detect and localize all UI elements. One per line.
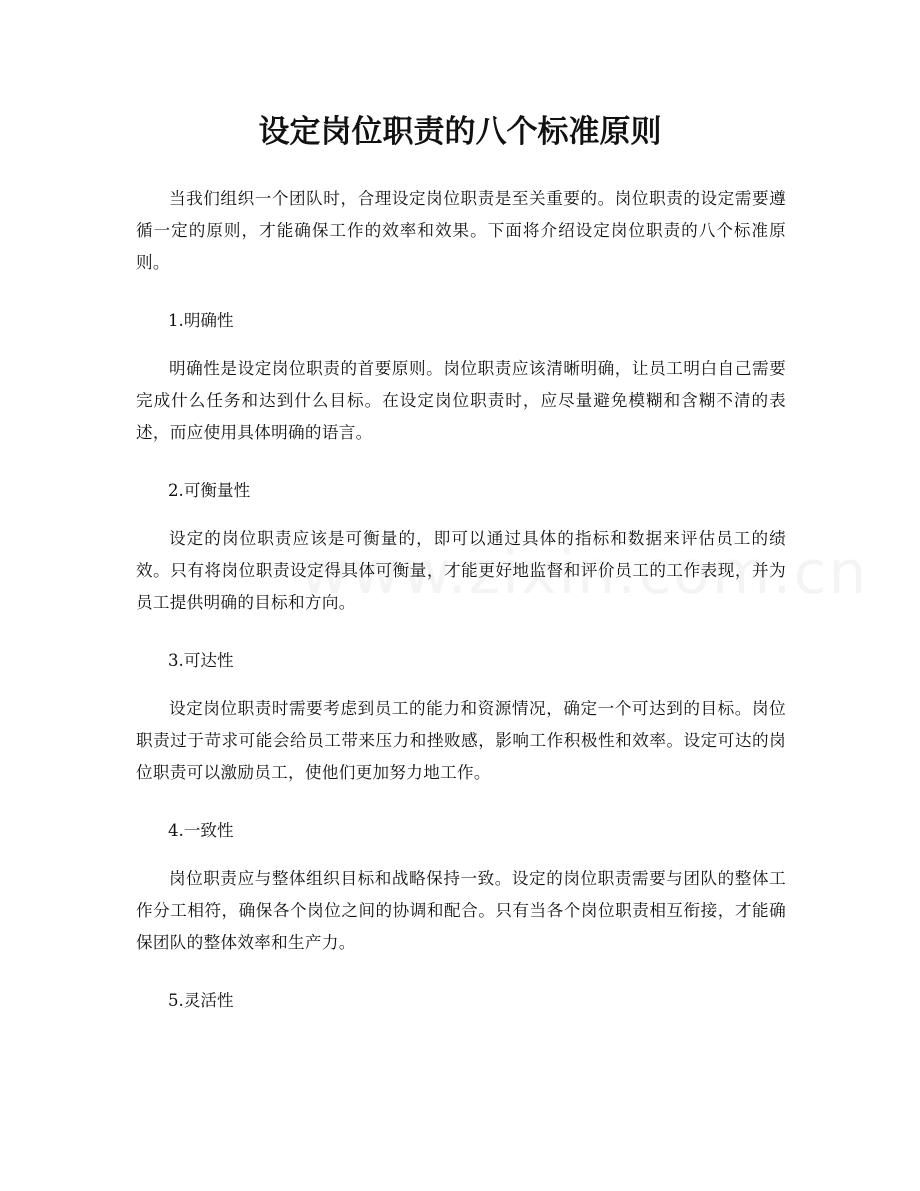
section-body-2: 设定的岗位职责应该是可衡量的，即可以通过具体的指标和数据来评估员工的绩效。只有将岗位职责设定得具体可衡量，才能更好地监督和评价员工的工作表现，并为员工提供明确的目标和方向。 — [136, 529, 786, 612]
section-heading-3: 3.可达性 — [168, 651, 234, 670]
intro-paragraph: 当我们组织一个团队时，合理设定岗位职责是至关重要的。岗位职责的设定需要遵循一定的原则，才能确保工作的效率和效果。下面将介绍设定岗位职责的八个标准原则。 — [136, 189, 786, 272]
section-heading-5: 5.灵活性 — [168, 991, 234, 1010]
section-body-1: 明确性是设定岗位职责的首要原则。岗位职责应该清晰明确，让员工明白自己需要完成什么任务和达到什么目标。在设定岗位职责时，应尽量避免模糊和含糊不清的表述，而应使用具体明确的语言。 — [136, 359, 786, 442]
section-heading-2: 2.可衡量性 — [168, 481, 251, 500]
section-body-3: 设定岗位职责时需要考虑到员工的能力和资源情况，确定一个可达到的目标。岗位职责过于苛求可能会给员工带来压力和挫败感，影响工作积极性和效率。设定可达的岗位职责可以激励员工，使他们更加努力地工作。 — [136, 699, 786, 782]
section-heading-1: 1.明确性 — [168, 311, 234, 330]
section-heading-4: 4.一致性 — [168, 821, 234, 840]
page-title: 设定岗位职责的八个标准原则 — [258, 114, 662, 150]
section-body-4: 岗位职责应与整体组织目标和战略保持一致。设定的岗位职责需要与团队的整体工作分工相符，确保各个岗位之间的协调和配合。只有当各个岗位职责相互衔接，才能确保团队的整体效率和生产力。 — [136, 869, 786, 952]
